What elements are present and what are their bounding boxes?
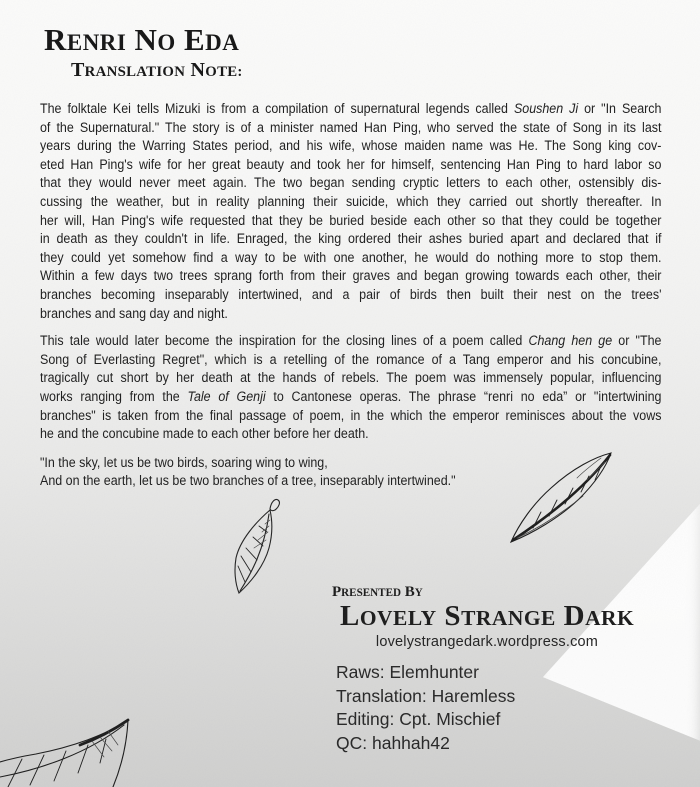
credit-line: Raws: Elemhunter: [336, 662, 479, 682]
presented-by-label: PRESENTED BY: [332, 584, 423, 600]
body-paragraph: [40, 332, 661, 444]
page-title: RENRI NO EDA: [44, 22, 240, 57]
text-line: branches becoming inseparably intertwined, and a pair of birds then built their nest on the trees': [40, 286, 662, 303]
poem-quote-line: "In the sky, let us be two birds, soaring wing to wing,: [40, 454, 328, 471]
text-line: that they would never meet again. The two began sending cryptic letters to each other, ostensibly dis-: [40, 175, 662, 192]
credit-line: Editing: Cpt. Mischief: [336, 709, 501, 729]
text-line: tragically cut short by her death at the hands of rebels. The poem was immensely popular, influencing: [40, 370, 662, 387]
text-line: years during the Warring States period, and his wife, whose maiden name was He. The Song king cov-: [40, 138, 662, 155]
leaf-icon: [224, 496, 294, 602]
text-line: of the Supernatural." The story is of a minister named Han Ping, who served the state of Song in its last: [40, 119, 662, 136]
brand-url: lovelystrangedark.wordpress.com: [375, 633, 599, 650]
leaf-icon: [0, 715, 142, 787]
credit-line: QC: hahhah42: [336, 732, 450, 753]
page-subtitle: TRANSLATION NOTE:: [71, 58, 243, 81]
poem-quote-line: And on the earth, let us be two branches of a tree, inseparably intertwined.": [40, 473, 456, 490]
leaf-icon: [503, 450, 619, 550]
text-line: cussing the weather, but in reality planning their suicide, which they carried out shortly thereafter. In: [40, 193, 662, 210]
text-line: branches" is taken from the final passage of poem, in the which the emperor reminisces about the vows: [40, 407, 662, 424]
text-line: branches and sang day and night.: [40, 305, 228, 322]
body-paragraph: [40, 100, 661, 323]
text-line: This tale would later become the inspiration for the closing lines of a poem called Chang hen ge or "The: [40, 333, 662, 350]
presented-by-block: [330, 584, 644, 650]
translation-note-text: [40, 100, 661, 491]
text-line: Song of Everlasting Regret", which is a retelling of the romance of a Tang emperor and his concubine,: [40, 351, 662, 368]
text-line: they could yet somehow find a way to be with one another, he would do nothing more to stop them.: [40, 249, 662, 266]
text-line: her will, Han Ping's wife requested that they be buried beside each other so that they could be together: [40, 212, 662, 229]
credit-line: Translation: Haremless: [336, 685, 516, 706]
credits-list: [336, 661, 515, 755]
text-line: The folktale Kei tells Mizuki is from a compilation of supernatural legends called Soushen Ji or "In Search: [40, 101, 662, 117]
paragraphs-container: [40, 100, 661, 444]
text-line: he and the concubine made to each other before her death.: [40, 426, 369, 443]
text-line: in death as they couldn't in life. Enraged, the king ordered their ashes buried apart and declared that if: [40, 231, 662, 248]
text-line: eted Han Ping's wife for her great beauty and took her for himself, sentencing Han Ping to hard labor so: [40, 156, 662, 173]
text-line: Within a few days two trees sprang forth from their graves and began growing towards each other, their: [40, 268, 662, 285]
text-line: works ranging from the Tale of Genji to Cantonese operas. The phrase “renri no eda” or "intertwining: [40, 388, 662, 405]
page-header: [44, 22, 243, 81]
brand-name: LOVELY STRANGE DARK: [340, 599, 635, 632]
